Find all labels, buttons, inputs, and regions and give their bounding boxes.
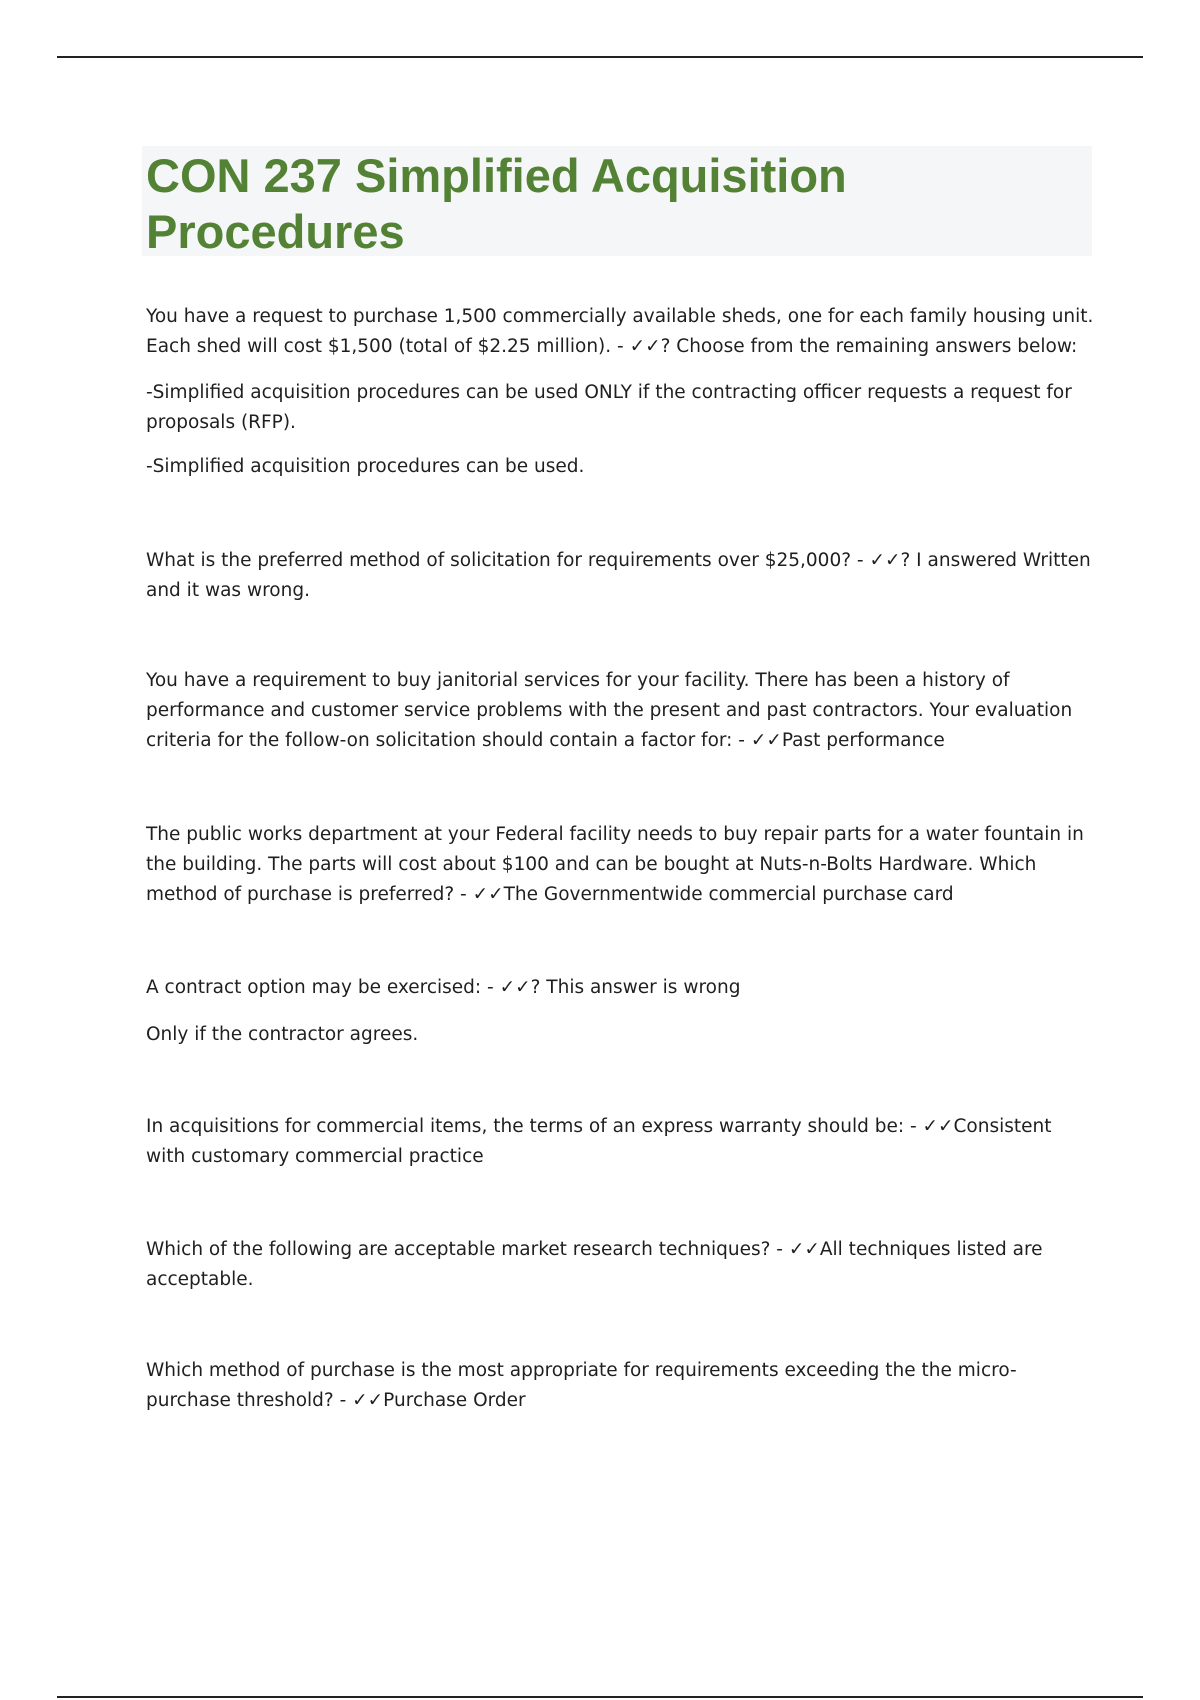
paragraph-6: The public works department at your Federal facility needs to buy repair parts for a water fountain in the building. The parts will cost about $100 and can be bought at Nuts-n-Bolts Hardware. Which method of purchase is preferred? - ✓✓The Governmentwide commercial purchase card [146,824,1090,905]
paragraph-11: Which method of purchase is the most appropriate for requirements exceeding the the micro-purchase threshold? - ✓✓Purchase Order [146,1360,1017,1411]
title-box [142,146,1092,256]
bottom-rule [57,1696,1143,1698]
top-rule [57,56,1143,58]
page-title: CON 237 Simplified Acquisition Procedures [146,149,847,258]
paragraph-3: -Simplified acquisition procedures can be used. [146,456,585,477]
paragraph-4: What is the preferred method of solicitation for requirements over $25,000? - ✓✓? I answered Written and it was wrong. [146,550,1097,601]
paragraph-2: -Simplified acquisition procedures can be used ONLY if the contracting officer requests a request for proposals (RFP). [146,382,1078,433]
paragraph-9: In acquisitions for commercial items, the terms of an express warranty should be: - ✓✓Consistent with customary commercial practice [146,1116,1058,1167]
paragraph-8: Only if the contractor agrees. [146,1024,419,1045]
paragraph-7: A contract option may be exercised: - ✓✓? This answer is wrong [146,977,741,998]
paragraph-10: Which of the following are acceptable market research techniques? - ✓✓All techniques listed are acceptable. [146,1239,1049,1290]
paragraph-5: You have a requirement to buy janitorial services for your facility. There has been a history of performance and customer service problems with the present and past contractors. Your evaluation criteria for the follow-on solicitation should contain a factor for: - ✓✓Past performance [146,670,1079,751]
paragraph-1: You have a request to purchase 1,500 commercially available sheds, one for each family housing unit. Each shed will cost $1,500 (total of $2.25 million). - ✓✓? Choose from the remaining answers below: [146,306,1100,357]
